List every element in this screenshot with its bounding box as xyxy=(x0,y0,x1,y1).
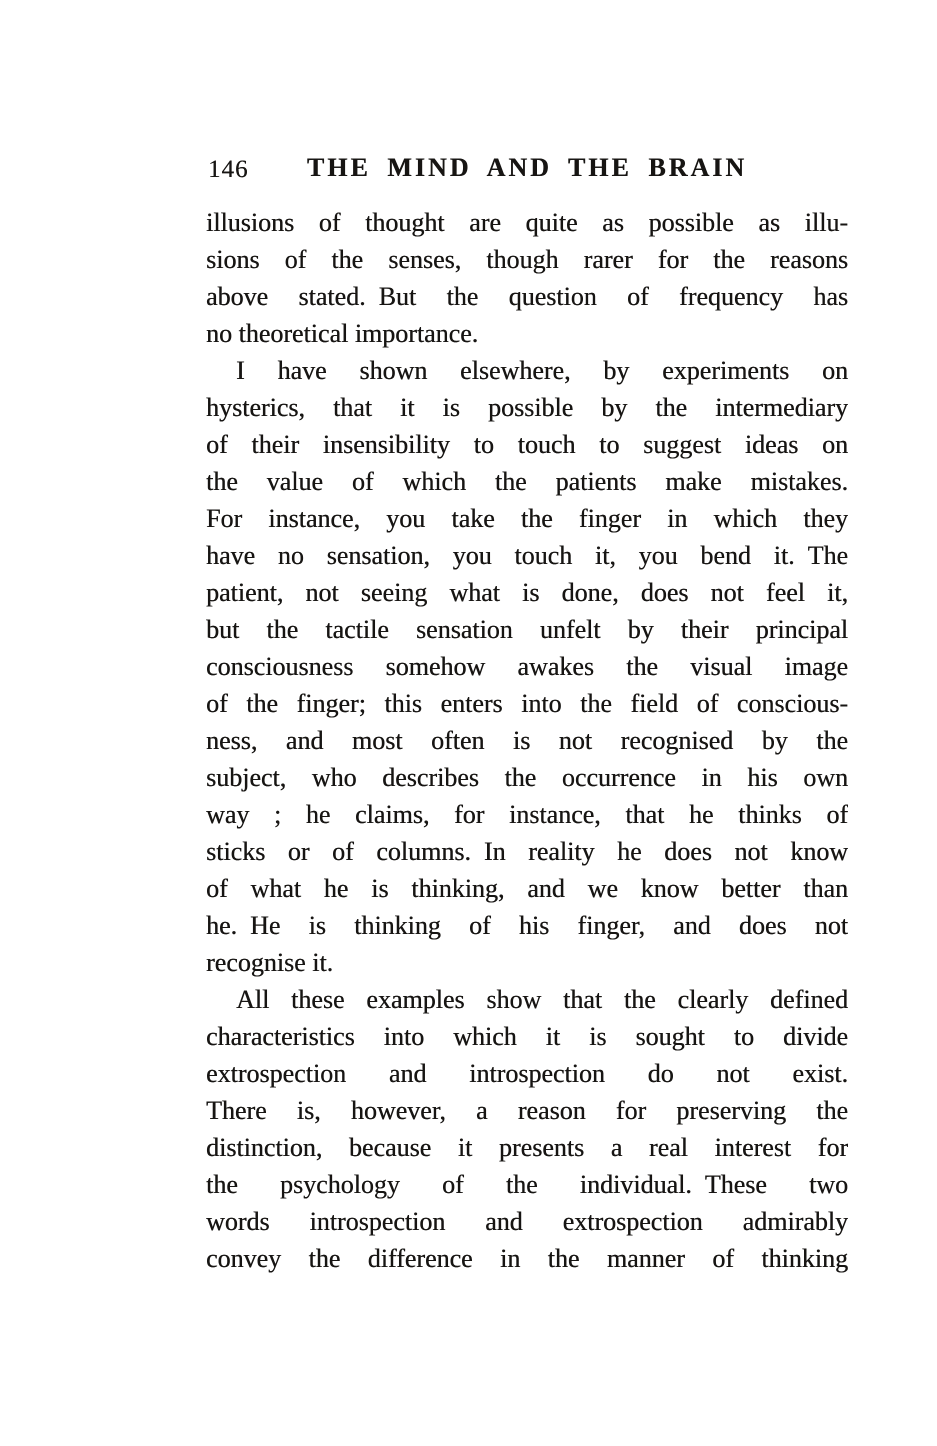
text-line: the psychology of the individual. These two xyxy=(206,1170,848,1199)
text-body xyxy=(206,204,848,1277)
text-line: ness, and most often is not recognised by the xyxy=(206,726,848,755)
text-line: of their insensibility to touch to suggest ideas on xyxy=(206,430,848,459)
text-line: hysterics, that it is possible by the intermediary xyxy=(206,393,848,422)
text-line: illusions of thought are quite as possible as illu- xyxy=(206,208,848,237)
text-line: of what he is thinking, and we know better than xyxy=(206,874,848,903)
paragraph xyxy=(206,352,848,981)
text-line: convey the difference in the manner of thinking xyxy=(206,1244,848,1273)
text-line: I have shown elsewhere, by experiments on xyxy=(236,356,848,385)
text-line: There is, however, a reason for preserving the xyxy=(206,1096,848,1125)
text-line: sticks or of columns. In reality he does not know xyxy=(206,837,848,866)
text-line: distinction, because it presents a real interest for xyxy=(206,1133,848,1162)
text-line: extrospection and introspection do not exist. xyxy=(206,1059,848,1088)
text-line: he. He is thinking of his finger, and does not xyxy=(206,911,848,940)
text-line: no theoretical importance. xyxy=(206,319,479,348)
text-line: consciousness somehow awakes the visual image xyxy=(206,652,848,681)
text-line: For instance, you take the finger in which they xyxy=(206,504,848,533)
text-line: recognise it. xyxy=(206,948,334,977)
text-line: of the finger; this enters into the field of conscious- xyxy=(206,689,848,718)
running-title: THE MIND AND THE BRAIN xyxy=(306,153,748,182)
page-header xyxy=(206,153,848,191)
text-line: words introspection and extrospection admirably xyxy=(206,1207,848,1236)
text-line: sions of the senses, though rarer for the reasons xyxy=(206,245,848,274)
text-line: above stated. But the question of frequency has xyxy=(206,282,848,311)
text-column xyxy=(206,153,848,1277)
page-number: 146 xyxy=(208,156,249,183)
text-line: characteristics into which it is sought to divide xyxy=(206,1022,848,1051)
text-line: All these examples show that the clearly defined xyxy=(236,985,848,1014)
text-line: patient, not seeing what is done, does not feel it, xyxy=(206,578,848,607)
paragraph xyxy=(206,204,848,352)
text-line: subject, who describes the occurrence in his own xyxy=(206,763,848,792)
text-line: way ; he claims, for instance, that he thinks of xyxy=(206,800,848,829)
text-line: the value of which the patients make mistakes. xyxy=(206,467,848,496)
paragraph xyxy=(206,981,848,1277)
text-line: but the tactile sensation unfelt by their principal xyxy=(206,615,848,644)
text-line: have no sensation, you touch it, you bend it. The xyxy=(206,541,848,570)
